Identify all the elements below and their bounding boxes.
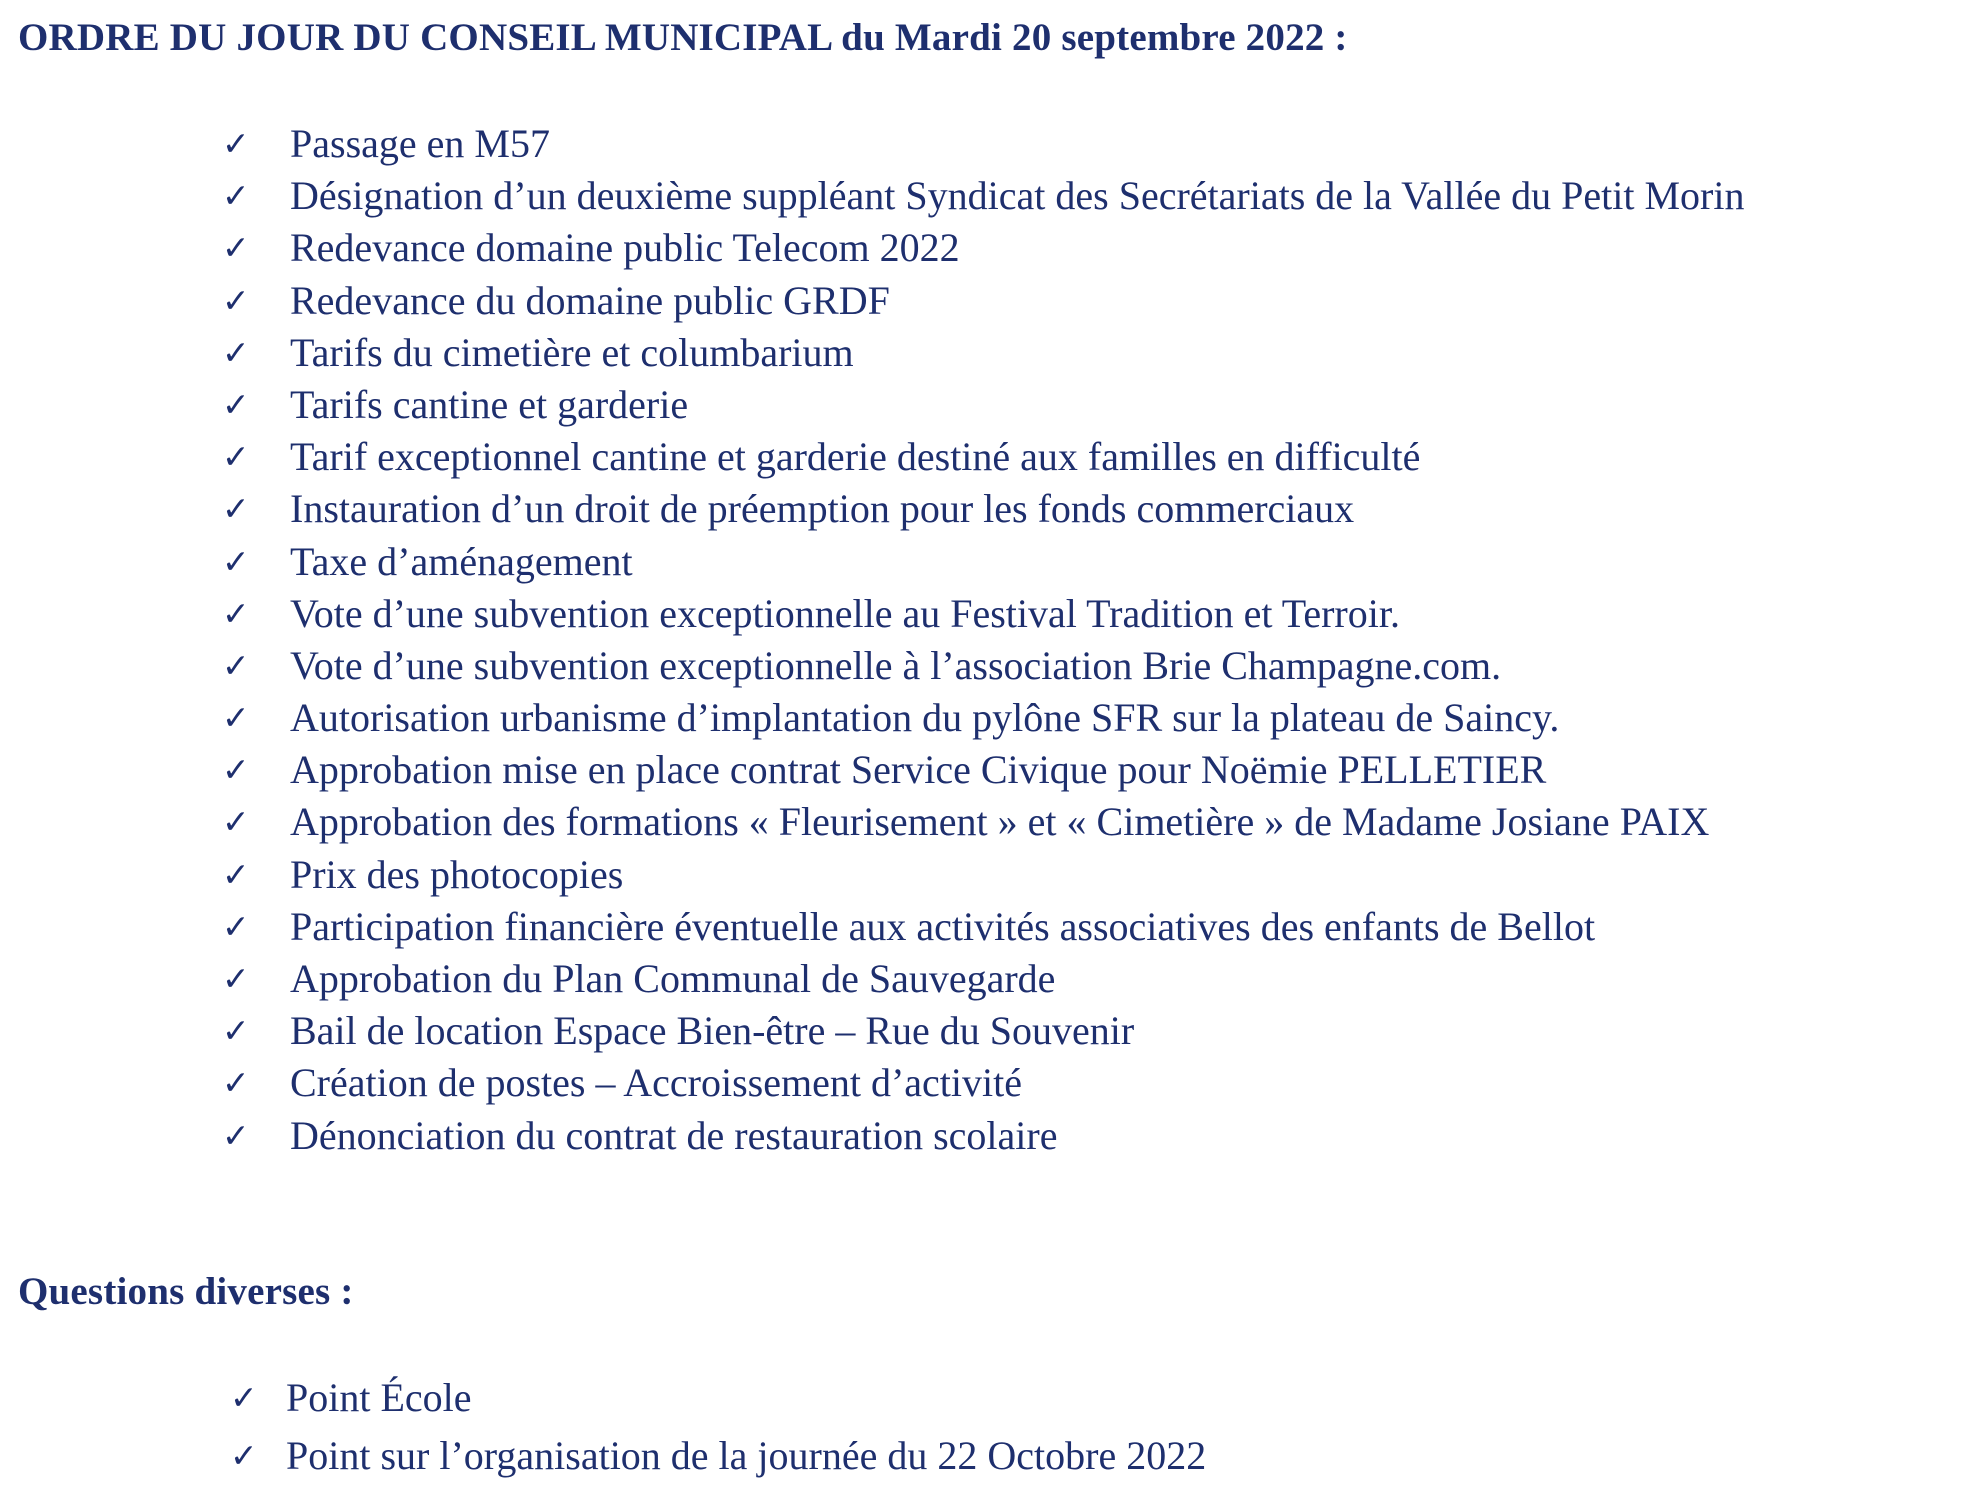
checkmark-icon: ✓ (222, 384, 250, 424)
agenda-item-text: Approbation des formations « Fleurisement » et « Cimetière » de Madame Josiane PAIX (290, 799, 1710, 845)
checkmark-icon: ✓ (222, 959, 250, 998)
agenda-item-text: Redevance du domaine public GRDF (290, 277, 890, 323)
checkmark-icon: ✓ (230, 1436, 258, 1475)
checkmark-icon: ✓ (222, 906, 250, 946)
agenda-item-text: Vote d’une subvention exceptionnelle au Festival Tradition et Terroir. (290, 590, 1400, 636)
checkmark-icon: ✓ (222, 593, 250, 633)
agenda-item-text: Redevance domaine public Telecom 2022 (290, 225, 960, 271)
agenda-item-text: Taxe d’aménagement (290, 538, 633, 584)
checkmark-icon: ✓ (222, 228, 250, 268)
checkmark-icon: ✓ (222, 1063, 250, 1103)
checkmark-icon: ✓ (222, 280, 250, 320)
checkmark-icon: ✓ (222, 332, 250, 372)
agenda-item-text: Approbation mise en place contrat Service Civique pour Noëmie PELLETIER (290, 747, 1547, 793)
agenda-item-text: Vote d’une subvention exceptionnelle à l’association Brie Champagne.com. (290, 642, 1502, 688)
agenda-item-text: Approbation du Plan Communal de Sauvegarde (290, 956, 1056, 1001)
checkmark-icon: ✓ (222, 124, 250, 163)
page-title: ORDRE DU JOUR DU CONSEIL MUNICIPAL du Mardi 20 septembre 2022 : (18, 16, 1348, 59)
checkmark-icon: ✓ (230, 1378, 258, 1417)
agenda-item-text: Passage en M57 (290, 121, 550, 166)
checkmark-icon: ✓ (222, 176, 250, 216)
agenda-item-text: Tarifs cantine et garderie (290, 381, 689, 427)
checkmark-icon: ✓ (222, 541, 250, 581)
checkmark-icon: ✓ (222, 698, 250, 738)
agenda-item-text: Création de postes – Accroissement d’activité (290, 1060, 1023, 1106)
checkmark-icon: ✓ (222, 1011, 250, 1051)
question-item-text: Point sur l’organisation de la journée du 22 Octobre 2022 (286, 1433, 1207, 1478)
checkmark-icon: ✓ (222, 750, 250, 790)
agenda-item-text: Participation financière éventuelle aux activités associatives des enfants de Bellot (290, 903, 1596, 949)
agenda-item-text: Prix des photocopies (290, 851, 624, 897)
checkmark-icon: ✓ (222, 802, 250, 842)
checkmark-icon: ✓ (222, 1115, 250, 1155)
checkmark-icon: ✓ (222, 645, 250, 685)
agenda-item-text: Désignation d’un deuxième suppléant Syndicat des Secrétariats de la Vallée du Petit Morin (290, 173, 1745, 219)
questions-diverses-heading: Questions diverses : (18, 1270, 354, 1313)
checkmark-icon: ✓ (222, 437, 250, 477)
agenda-item-text: Dénonciation du contrat de restauration scolaire (290, 1112, 1058, 1158)
checkmark-icon: ✓ (222, 854, 250, 894)
agenda-item-text: Autorisation urbanisme d’implantation du pylône SFR sur la plateau de Saincy. (290, 695, 1560, 741)
agenda-item-text: Instauration d’un droit de préemption pour les fonds commerciaux (290, 486, 1355, 532)
question-item-text: Point École (286, 1375, 472, 1420)
agenda-item-text: Bail de location Espace Bien-être – Rue du Souvenir (290, 1008, 1135, 1054)
agenda-item-text: Tarif exceptionnel cantine et garderie destiné aux familles en difficulté (290, 434, 1421, 480)
checkmark-icon: ✓ (222, 489, 250, 529)
agenda-item-text: Tarifs du cimetière et columbarium (290, 329, 854, 375)
